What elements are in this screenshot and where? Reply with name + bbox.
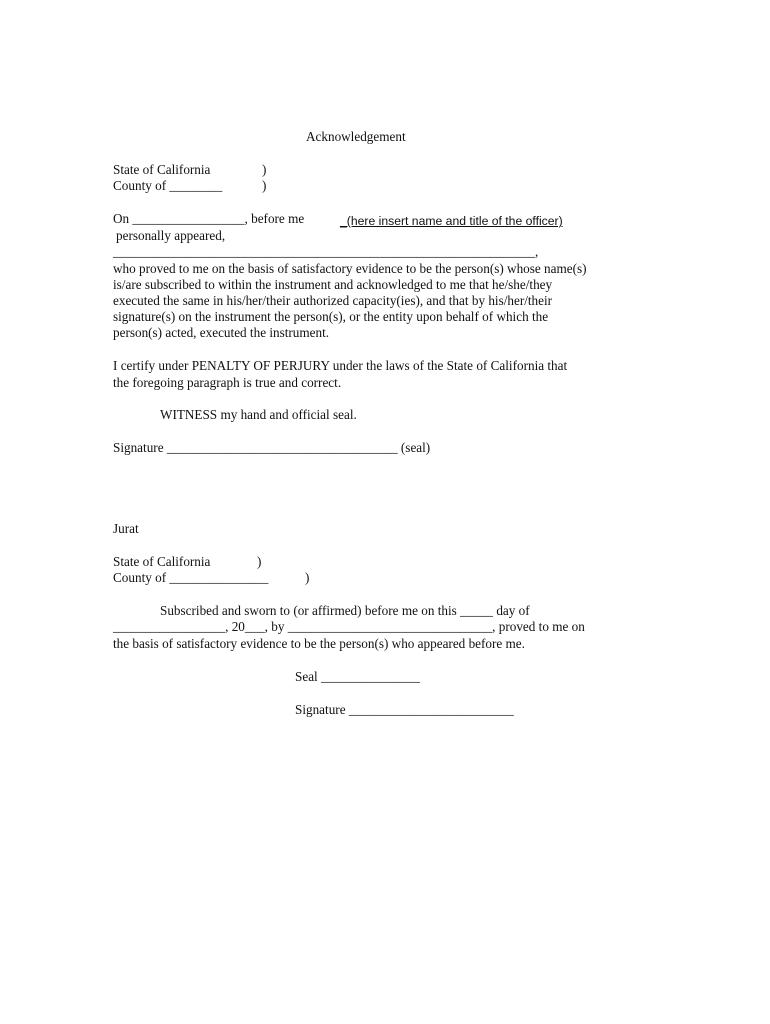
ack-county-label: County of ________ (113, 178, 223, 193)
ack-body-line: is/are subscribed to within the instrument and acknowledged to me that he/she/they (113, 277, 553, 292)
ack-body-line: who proved to me on the basis of satisfactory evidence to be the person(s) whose name(s) (113, 261, 587, 276)
sworn-line: the basis of satisfactory evidence to be the person(s) who appeared before me. (113, 636, 525, 651)
ack-body-line: executed the same in his/her/their authorized capacity(ies), and that by his/her/their (113, 293, 553, 308)
ack-signature-line: Signature ___________________________________ (seal) (113, 440, 431, 455)
jurat-seal-line: Seal _______________ (295, 669, 420, 684)
certify-line: I certify under PENALTY OF PERJURY under the laws of the State of California that (113, 358, 568, 373)
sworn-line: _________________, 20___, by _______________________________, proved to me on (113, 619, 585, 634)
jurat-state-label: State of California (113, 554, 211, 569)
ack-appeared-blank: ________________________________________________________________, (113, 244, 539, 259)
ack-on-line: On _________________, before me (113, 211, 305, 226)
ack-state-paren: ) (262, 162, 267, 177)
jurat-signature-line: Signature _________________________ (295, 702, 514, 717)
jurat-title: Jurat (113, 521, 139, 536)
jurat-county-label: County of _______________ (113, 570, 269, 585)
sworn-line: Subscribed and sworn to (or affirmed) before me on this _____ day of (160, 603, 530, 618)
certify-line: the foregoing paragraph is true and correct. (113, 375, 342, 390)
jurat-state-paren: ) (257, 554, 262, 569)
officer-name-field[interactable]: _(here insert name and title of the officer) (340, 214, 563, 228)
ack-body-line: person(s) acted, executed the instrument. (113, 325, 330, 340)
witness-line: WITNESS my hand and official seal. (160, 407, 357, 422)
acknowledgement-title: Acknowledgement (306, 129, 406, 144)
jurat-county-paren: ) (305, 570, 310, 585)
ack-county-paren: ) (262, 178, 267, 193)
ack-state-label: State of California (113, 162, 211, 177)
ack-personally-appeared: personally appeared, (116, 228, 226, 243)
ack-body-line: signature(s) on the instrument the person(s), or the entity upon behalf of which the (113, 309, 549, 324)
